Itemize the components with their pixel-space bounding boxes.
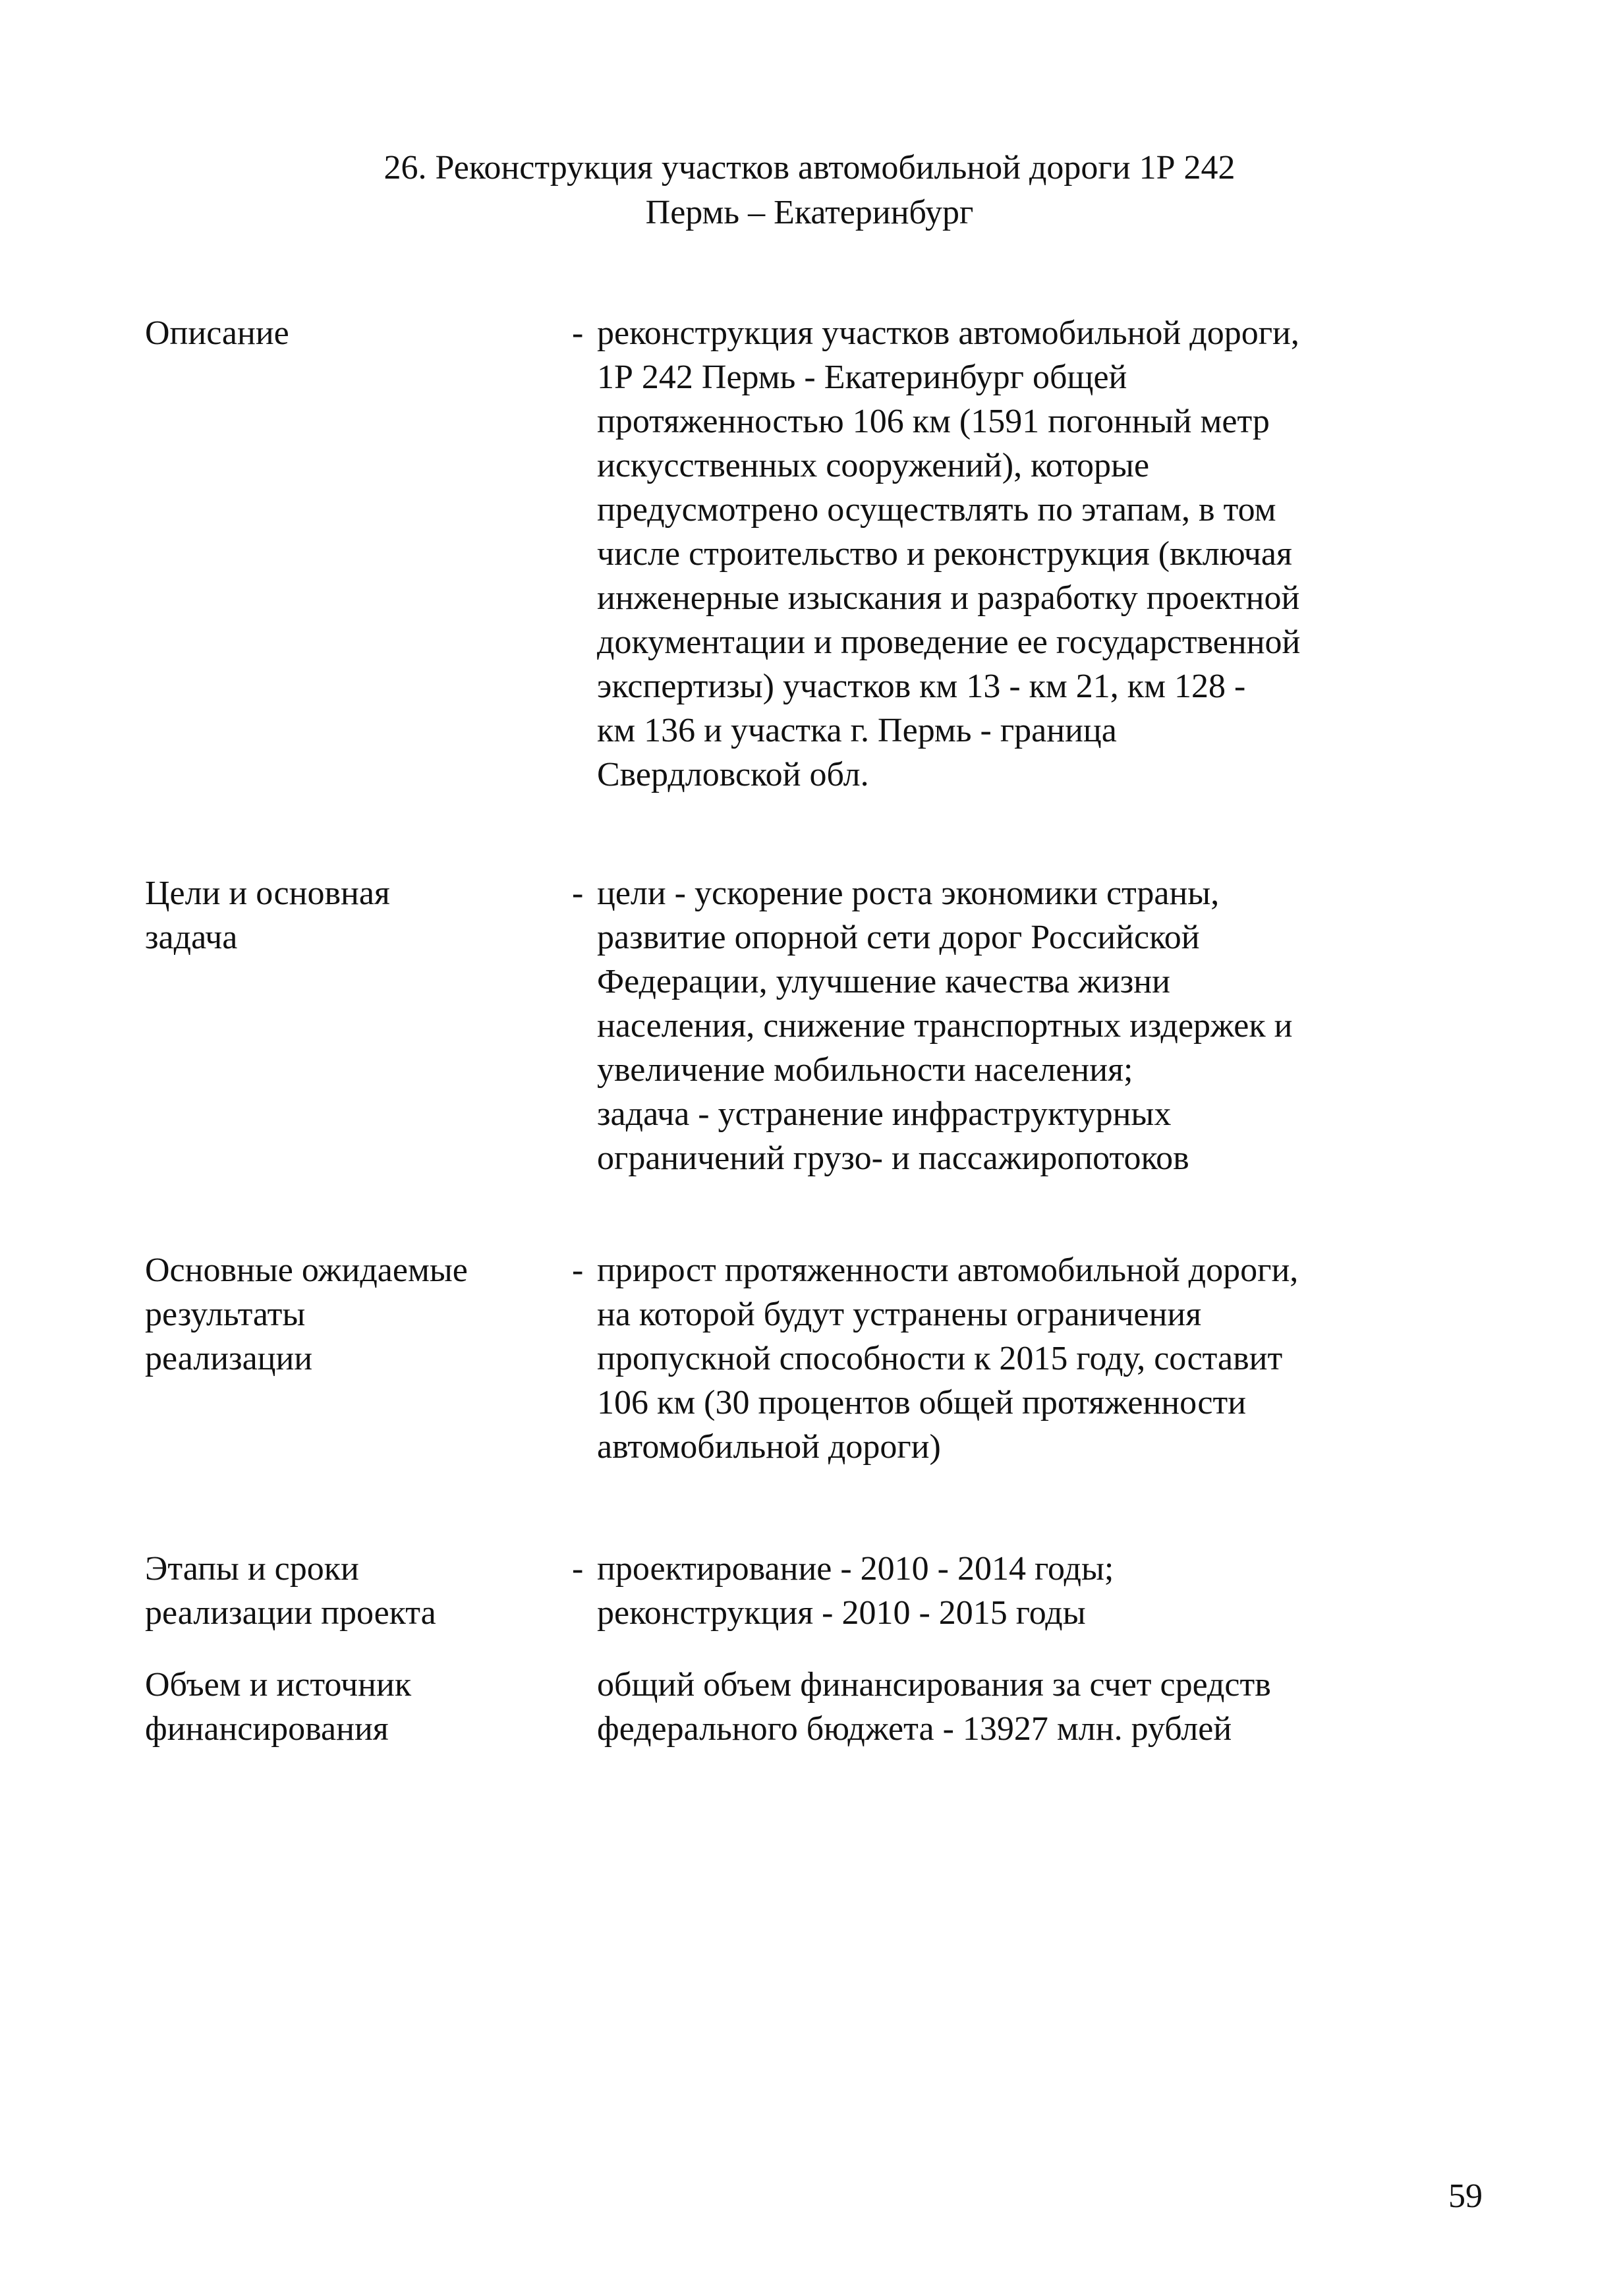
label-line: Основные ожидаемые	[145, 1251, 468, 1289]
label-line: Этапы и сроки	[145, 1550, 359, 1588]
value-line: км 136 и участка г. Пермь - граница	[597, 712, 1117, 749]
label-line: Цели и основная	[145, 875, 390, 912]
value-line: увеличение мобильности населения;	[597, 1051, 1133, 1089]
page-title: 26. Реконструкция участков автомобильной дороги 1Р 242	[383, 149, 1236, 187]
dash-marker: -	[572, 1251, 584, 1289]
value-line: реконструкция участков автомобильной дороги,	[597, 314, 1299, 352]
value-line: инженерные изыскания и разработку проектной	[597, 579, 1300, 617]
section-label-results	[145, 1248, 567, 1381]
section-label-stages	[145, 1547, 567, 1635]
value-line: предусмотрено осуществлять по этапам, в том	[597, 491, 1276, 529]
section-value-description	[597, 311, 1427, 797]
value-line: Свердловской обл.	[597, 756, 869, 793]
label-line: реализации	[145, 1340, 313, 1377]
value-line: на которой будут устранены ограничения	[597, 1296, 1202, 1333]
section-value-results	[597, 1248, 1427, 1469]
value-line: федерального бюджета - 13927 млн. рублей	[597, 1710, 1232, 1748]
label-line: задача	[145, 919, 238, 956]
page-number: 59	[1448, 2177, 1483, 2215]
section-label-financing	[145, 1663, 567, 1751]
value-line: прирост протяженности автомобильной дороги,	[597, 1251, 1299, 1289]
label-line: реализации проекта	[145, 1594, 436, 1632]
value-line: автомобильной дороги)	[597, 1428, 941, 1466]
value-line: числе строительство и реконструкция (включая	[597, 535, 1292, 573]
dash-marker: -	[572, 314, 584, 352]
label-line: Объем и источник	[145, 1666, 412, 1704]
value-line: документации и проведение ее государственной	[597, 623, 1301, 661]
dash-marker: -	[572, 875, 584, 912]
value-line: населения, снижение транспортных издержек и	[597, 1007, 1293, 1045]
value-line: общий объем финансирования за счет средств	[597, 1666, 1271, 1704]
section-label-description	[145, 311, 567, 355]
value-line: проектирование - 2010 - 2014 годы;	[597, 1550, 1114, 1588]
value-line: реконструкция - 2010 - 2015 годы	[597, 1594, 1086, 1632]
section-label-goals	[145, 871, 567, 960]
dash-marker: -	[572, 1550, 584, 1588]
page-subtitle: Пермь – Екатеринбург	[645, 194, 974, 231]
label-line: результаты	[145, 1296, 306, 1333]
section-value-goals	[597, 871, 1427, 1180]
value-line: цели - ускорение роста экономики страны,	[597, 875, 1220, 912]
value-line: экспертизы) участков км 13 - км 21, км 128 -	[597, 668, 1246, 705]
value-line: протяженностью 106 км (1591 погонный метр	[597, 403, 1270, 440]
value-line: задача - устранение инфраструктурных	[597, 1095, 1172, 1133]
section-value-financing	[597, 1663, 1427, 1751]
value-line: 1Р 242 Пермь - Екатеринбург общей	[597, 359, 1127, 396]
section-value-stages	[597, 1547, 1427, 1635]
value-line: искусственных сооружений), которые	[597, 447, 1150, 484]
label-line: Описание	[145, 314, 289, 352]
value-line: ограничений грузо- и пассажиропотоков	[597, 1139, 1189, 1177]
value-line: развитие опорной сети дорог Российской	[597, 919, 1200, 956]
value-line: Федерации, улучшение качества жизни	[597, 963, 1170, 1000]
value-line: 106 км (30 процентов общей протяженности	[597, 1384, 1247, 1421]
label-line: финансирования	[145, 1710, 389, 1748]
value-line: пропускной способности к 2015 году, составит	[597, 1340, 1283, 1377]
